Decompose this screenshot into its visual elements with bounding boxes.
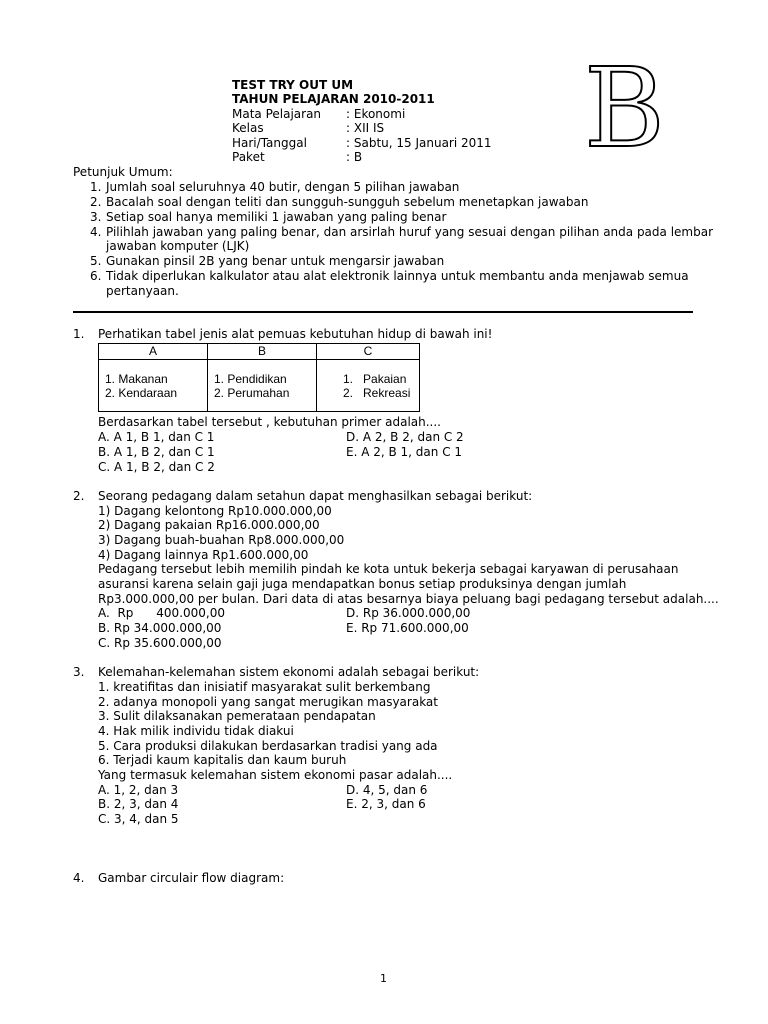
package-letter (584, 58, 666, 158)
option-e: E. A 2, B 1, dan C 1 (346, 445, 463, 459)
list-item: 1. kreatifitas dan inisiatif masyarakat sulit berkembang (98, 680, 431, 694)
table-cell (317, 360, 420, 412)
list-item: 4) Dagang lainnya Rp1.600.000,00 (98, 548, 309, 562)
academic-year: TAHUN PELAJARAN 2010-2011 (232, 92, 435, 106)
instruction-num: 3. (90, 210, 102, 224)
question-stem: Kelemahan-kelemahan sistem ekonomi adalah sebagai berikut: (98, 665, 480, 679)
question-number: 4. (73, 871, 85, 885)
field-label: Mata Pelajaran (232, 107, 322, 121)
option-d: D. A 2, B 2, dan C 2 (346, 430, 464, 444)
option-b: B. Rp 34.000.000,00 (98, 621, 222, 635)
option-e: E. Rp 71.600.000,00 (346, 621, 469, 635)
option-c: C. Rp 35.600.000,00 (98, 636, 222, 650)
list-item: 4. Hak milik individu tidak diakui (98, 724, 294, 738)
list-item: 1) Dagang kelontong Rp10.000.000,00 (98, 504, 332, 518)
question-number: 3. (73, 665, 85, 679)
option-c: C. 3, 4, dan 5 (98, 812, 179, 826)
field-date (232, 136, 492, 151)
table-header: A (99, 344, 208, 360)
question-number: 1. (73, 327, 85, 341)
package-letter-glyph: B (584, 58, 665, 158)
option-a: A. A 1, B 1, dan C 1 (98, 430, 215, 444)
instruction-text: Pilihlah jawaban yang paling benar, dan arsirlah huruf yang sesuai dengan pilihan anda pada lembar (106, 225, 714, 239)
list-item: 2. adanya monopoli yang sangat merugikan masyarakat (98, 695, 438, 709)
option-b: B. 2, 3, dan 4 (98, 797, 179, 811)
field-value: : Ekonomi (346, 107, 406, 121)
instruction-num: 1. (90, 180, 102, 194)
table-cell-line: 2. Kendaraan (105, 386, 178, 400)
table-cell (208, 360, 317, 412)
exam-title: TEST TRY OUT UM (232, 78, 354, 92)
instruction-text: Gunakan pinsil 2B yang benar untuk mengarsir jawaban (106, 254, 445, 268)
option-d: D. Rp 36.000.000,00 (346, 606, 471, 620)
field-class (232, 121, 384, 136)
list-item: 5. Cara produksi dilakukan berdasarkan tradisi yang ada (98, 739, 438, 753)
instruction-text: Jumlah soal seluruhnya 40 butir, dengan 5 pilihan jawaban (106, 180, 460, 194)
field-value: : XII IS (346, 121, 385, 135)
instruction-text: pertanyaan. (106, 284, 179, 298)
instruction-num: 2. (90, 195, 102, 209)
option-a: A. Rp 400.000,00 (98, 606, 225, 620)
table-header: C (317, 344, 420, 360)
option-c: C. A 1, B 2, dan C 2 (98, 460, 215, 474)
instruction-num: 6. (90, 269, 102, 283)
list-item: 3) Dagang buah-buahan Rp8.000.000,00 (98, 533, 345, 547)
table-cell-line: 1. Pakaian (343, 372, 407, 386)
question-stem: Gambar circulair flow diagram: (98, 871, 285, 885)
option-d: D. 4, 5, dan 6 (346, 783, 428, 797)
table-cell-line: 1. Pendidikan (214, 372, 287, 386)
question-text: Rp3.000.000,00 per bulan. Dari data di atas besarnya biaya peluang bagi pedagang tersebut adalah.... (98, 592, 719, 606)
instruction-text: jawaban komputer (LJK) (106, 239, 250, 253)
field-label: Paket (232, 150, 265, 164)
field-subject (232, 107, 405, 122)
question-text: Pedagang tersebut lebih memilih pindah ke kota untuk bekerja sebagai karyawan di perusahaan (98, 562, 679, 576)
instructions-title: Petunjuk Umum: (73, 165, 173, 179)
question-text: Berdasarkan tabel tersebut , kebutuhan primer adalah.... (98, 415, 441, 429)
table-cell (99, 360, 208, 412)
instruction-text: Bacalah soal dengan teliti dan sungguh-sungguh sebelum menetapkan jawaban (106, 195, 589, 209)
instruction-text: Tidak diperlukan kalkulator atau alat elektronik lainnya untuk membantu anda menjawab semua (106, 269, 689, 283)
instruction-num: 4. (90, 225, 102, 239)
question-stem: Seorang pedagang dalam setahun dapat menghasilkan sebagai berikut: (98, 489, 533, 503)
question-stem: Perhatikan tabel jenis alat pemuas kebutuhan hidup di bawah ini! (98, 327, 493, 341)
page-number: 1 (380, 972, 387, 985)
table-cell-line: 2. Perumahan (214, 386, 290, 400)
instruction-num: 5. (90, 254, 102, 268)
table-cell-line: 2. Rekreasi (343, 386, 411, 400)
list-item: 3. Sulit dilaksanakan pemerataan pendapatan (98, 709, 376, 723)
field-value: : Sabtu, 15 Januari 2011 (346, 136, 492, 150)
divider-line (73, 311, 693, 313)
table-cell-line: 1. Makanan (105, 372, 168, 386)
table-header: B (208, 344, 317, 360)
question-text: asuransi karena selain gaji juga mendapatkan bonus setiap produksinya dengan jumlah (98, 577, 627, 591)
field-label: Hari/Tanggal (232, 136, 307, 150)
option-b: B. A 1, B 2, dan C 1 (98, 445, 215, 459)
option-a: A. 1, 2, dan 3 (98, 783, 179, 797)
option-e: E. 2, 3, dan 6 (346, 797, 426, 811)
list-item: 6. Terjadi kaum kapitalis dan kaum buruh (98, 753, 347, 767)
field-value: : B (346, 150, 363, 164)
list-item: 2) Dagang pakaian Rp16.000.000,00 (98, 518, 320, 532)
question-number: 2. (73, 489, 85, 503)
question-text: Yang termasuk kelemahan sistem ekonomi pasar adalah.... (98, 768, 453, 782)
field-package (232, 150, 362, 165)
field-label: Kelas (232, 121, 264, 135)
instruction-text: Setiap soal hanya memiliki 1 jawaban yang paling benar (106, 210, 447, 224)
needs-table (98, 343, 420, 412)
